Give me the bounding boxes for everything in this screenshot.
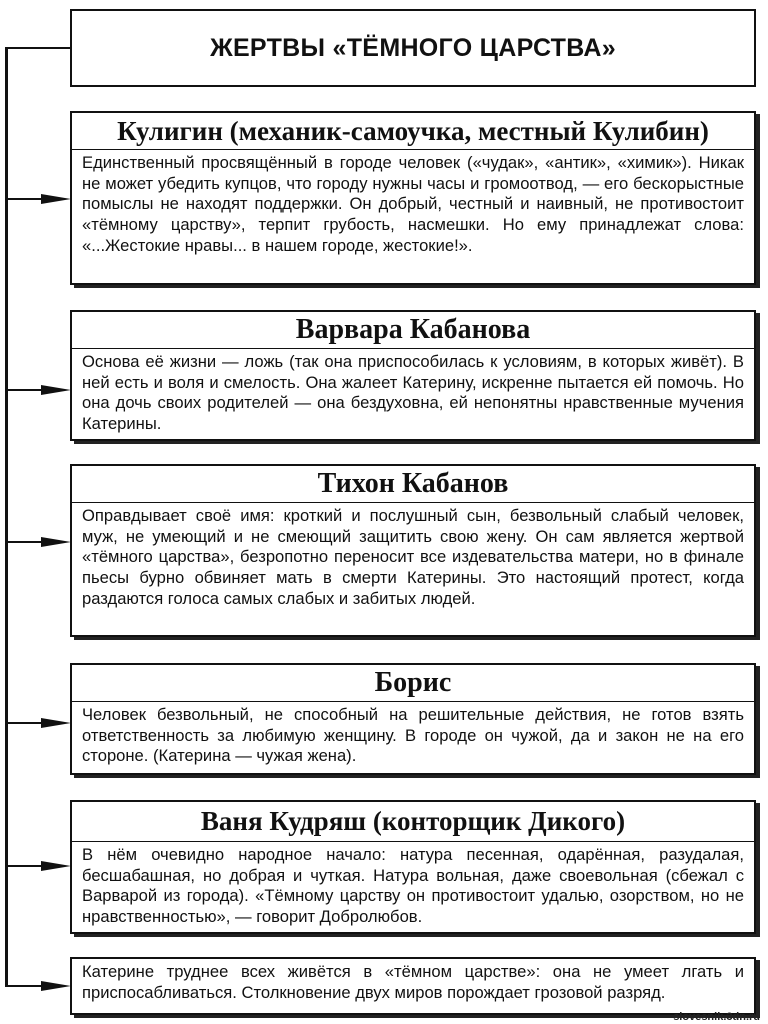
section-text-boris: Человек безвольный, не способный на решительные действия, не готов взять ответственность за любимую женщину. В городе он чужой, да и закон не на его стороне. (Катерина — чужая жена). (70, 702, 756, 775)
connector-top (5, 47, 71, 49)
arrow-icon (5, 980, 71, 992)
section-heading-varvara: Варвара Кабанова (70, 310, 756, 350)
section-text-tikhon: Оправдывает своё имя: кроткий и послушный сын, безвольный слабый человек, муж, не умеющий и не смеющий защитить свою жену. Он сам является жертвой «тёмного царства», безропотно переносит все издевательства матери, но в финале пьесы бурно обвиняет мать в смерти Катерины. Это настоящий протест, когда раздаются голоса самых слабых и забитых людей. (70, 503, 756, 637)
page-title-box (70, 9, 756, 87)
arrow-icon (5, 536, 71, 548)
arrow-icon (5, 860, 71, 872)
section-heading-tikhon: Тихон Кабанов (70, 464, 756, 504)
connector-line (5, 48, 8, 986)
section-text-kudryash: В нём очевидно народное начало: натура песенная, одарённая, разудалая, бесшабашная, но добрая и чуткая. Натура вольная, даже своевольная (сбежал с Варварой из города). «Тёмному царству он противостоит удалью, озорством, но не нравственностью», — говорит Добролюбов. (70, 842, 756, 934)
section-text-kuligin: Единственный просвящённый в городе человек («чудак», «антик», «химик»). Никак не может убедить купцов, что городу нужны часы и громоотвод, — его бескорыстные помыслы не находят поддержки. Он добрый, честный и наивный, не противостоит «тёмному царству», терпит грубость, насмешки. Но ему принадлежат слова: «...Жестокие нравы... в нашем городе, жестокие!». (70, 150, 756, 285)
page-title: ЖЕРТВЫ «ТЁМНОГО ЦАРСТВА» (210, 33, 616, 62)
section-heading-kudryash: Ваня Кудряш (конторщик Дикого) (70, 800, 756, 843)
arrow-icon (5, 717, 71, 729)
section-text-varvara: Основа её жизни — ложь (так она приспособилась к условиям, в которых живёт). В ней есть и воля и смелость. Она жалеет Катерину, искренне пытается ей помочь. Но она дочь своих родителей — она бездуховна, ей непонятны нравственные мучения Катерины. (70, 349, 756, 441)
section-heading-kuligin: Кулигин (механик-самоучка, местный Кулибин) (70, 111, 756, 151)
watermark: slovesnik.3dn.ru (673, 1011, 760, 1023)
arrow-icon (5, 193, 71, 205)
arrow-icon (5, 384, 71, 396)
section-heading-boris: Борис (70, 663, 756, 703)
conclusion-text: Катерине труднее всех живётся в «тёмном царстве»: она не умеет лгать и приспосабливаться. Столкновение двух миров порождает грозовой разряд. (70, 957, 756, 1015)
